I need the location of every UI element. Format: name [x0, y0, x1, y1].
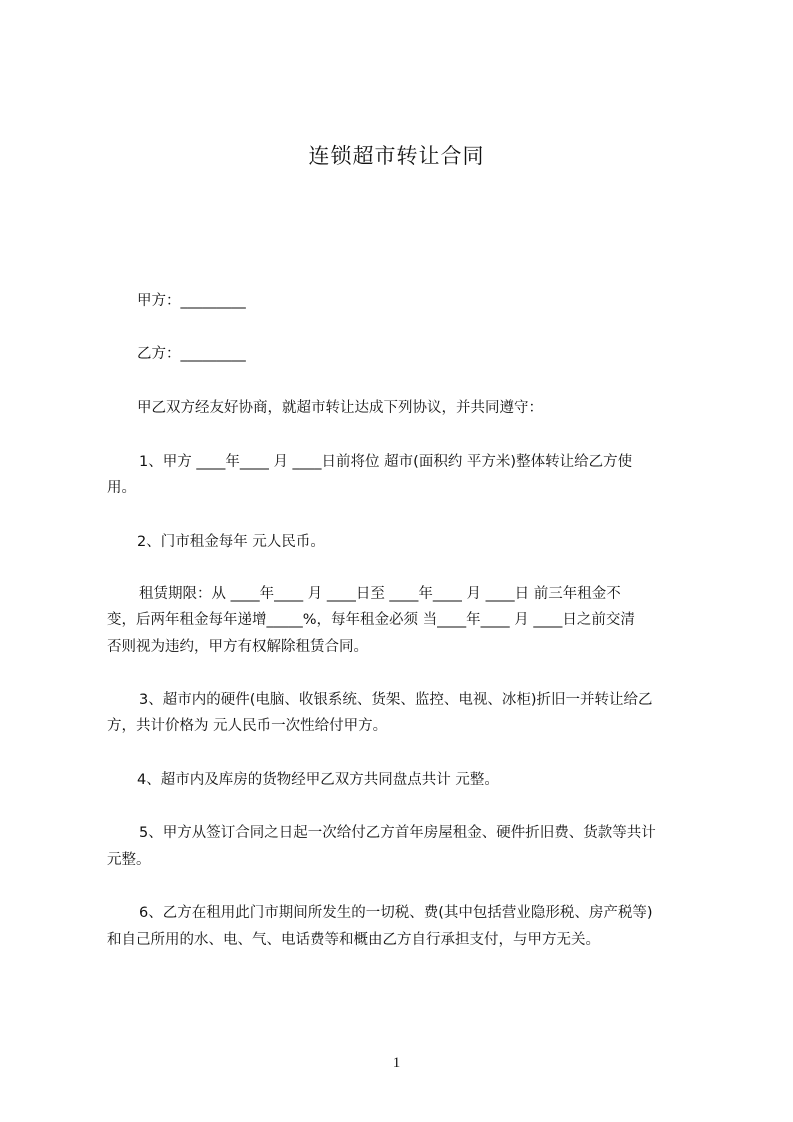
- clause-5-line-2: 元整。: [107, 852, 151, 868]
- lease-term-line-3: 否则视为违约，甲方有权解除租赁合同。: [107, 639, 368, 655]
- party-a-line: 甲方：_________: [137, 293, 246, 309]
- clause-1-line-2: 用。: [107, 480, 136, 496]
- party-b-line: 乙方：_________: [137, 346, 246, 362]
- lease-term-line-1: 租赁期限：从 ____年____ 月 ____日至 ____年____ 月 ____日 前三年租金不: [139, 586, 621, 602]
- document-title: 连锁超市转让合同: [308, 144, 485, 168]
- clause-1-line-1: 1、甲方 ____年____ 月 ____日前将位 超市(面积约 平方米)整体转让给乙方使: [139, 454, 633, 470]
- clause-4-line: 4、超市内及库房的货物经甲乙双方共同盘点共计 元整。: [137, 772, 499, 788]
- page-number: 1: [392, 1055, 401, 1071]
- clause-3-line-2: 方，共计价格为 元人民币一次性给付甲方。: [107, 718, 388, 734]
- clause-6-line-2: 和自己所用的水、电、气、电话费等和概由乙方自行承担支付，与甲方无关。: [107, 932, 600, 948]
- clause-6-line-1: 6、乙方在租用此门市期间所发生的一切税、费(其中包括营业隐形税、房产税等): [139, 905, 653, 921]
- clause-5-line-1: 5、甲方从签订合同之日起一次给付乙方首年房屋租金、硬件折旧费、货款等共计: [139, 825, 656, 841]
- clause-3-line-1: 3、超市内的硬件(电脑、收银系统、货架、监控、电视、冰柜)折旧一并转让给乙: [139, 692, 653, 708]
- lease-term-line-2: 变，后两年租金每年递增_____%，每年租金必须 当____年____ 月 ____日之前交清: [107, 612, 635, 628]
- clause-2-line: 2、门市租金每年 元人民币。: [137, 534, 325, 550]
- intro-paragraph: 甲乙双方经友好协商，就超市转让达成下列协议，并共同遵守：: [137, 400, 543, 416]
